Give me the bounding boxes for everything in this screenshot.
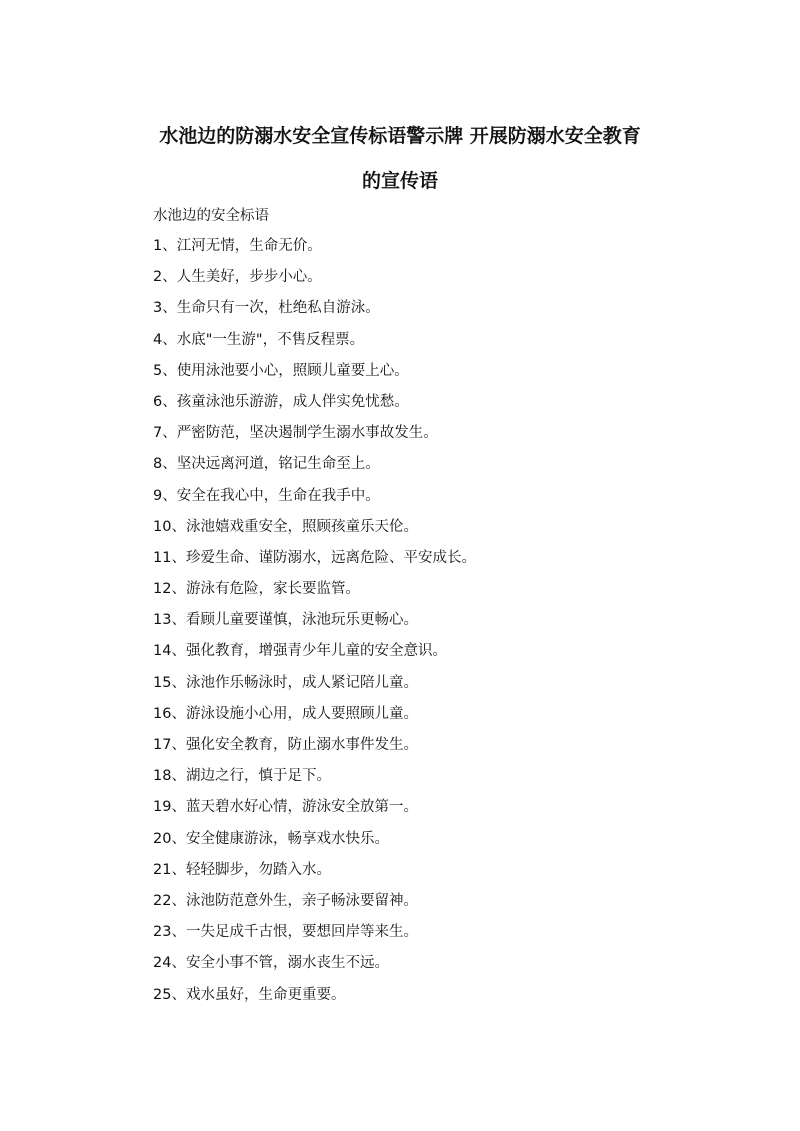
slogan-item: 16、游泳设施小心用，成人要照顾儿童。	[153, 705, 418, 722]
slogan-item: 17、强化安全教育，防止溺水事件发生。	[153, 737, 418, 753]
slogan-item: 1、江河无情，生命无价。	[153, 238, 322, 254]
slogan-item: 23、一失足成千古恨，要想回岸等来生。	[153, 924, 418, 941]
slogan-item: 12、游泳有危险，家长要监管。	[153, 581, 360, 598]
slogan-item: 3、生命只有一次，杜绝私自游泳。	[153, 300, 380, 317]
slogan-item: 25、戏水虽好，生命更重要。	[153, 986, 346, 1003]
slogan-item: 10、泳池嬉戏重安全，照顾孩童乐天伦。	[153, 518, 418, 535]
slogan-item: 6、孩童泳池乐游游，成人伴实免忧愁。	[153, 393, 409, 410]
slogan-item: 20、安全健康游泳，畅享戏水快乐。	[153, 830, 389, 847]
document-title-line-2: 的宣传语	[361, 170, 438, 192]
slogan-item: 14、强化教育，增强青少年儿童的安全意识。	[153, 643, 447, 660]
slogan-item: 24、安全小事不管，溺水丧生不远。	[153, 955, 389, 972]
slogan-item: 4、水底"一生游"，不售反程票。	[153, 331, 365, 348]
section-heading: 水池边的安全标语	[153, 208, 269, 224]
slogan-item: 18、湖边之行，慎于足下。	[153, 768, 331, 785]
slogan-item: 19、蓝天碧水好心情，游泳安全放第一。	[153, 799, 418, 816]
document-title-line-1: 水池边的防溺水安全宣传标语警示牌 开展防溺水安全教育	[159, 125, 641, 147]
slogan-list	[153, 236, 476, 1016]
slogan-item: 15、泳池作乐畅泳时，成人紧记陪儿童。	[153, 674, 418, 691]
slogan-item: 2、人生美好，步步小心。	[153, 269, 322, 286]
slogan-item: 22、泳池防范意外生，亲子畅泳要留神。	[153, 892, 418, 909]
slogan-item: 9、安全在我心中，生命在我手中。	[153, 487, 380, 504]
slogan-item: 11、珍爱生命、谨防溺水，远离危险、平安成长。	[153, 549, 476, 566]
slogan-item: 21、轻轻脚步，勿踏入水。	[153, 861, 331, 878]
slogan-item: 5、使用泳池要小心，照顾儿童要上心。	[153, 362, 409, 379]
slogan-item: 13、看顾儿童要谨慎，泳池玩乐更畅心。	[153, 612, 418, 629]
slogan-item: 7、严密防范，坚决遏制学生溺水事故发生。	[153, 425, 438, 442]
slogan-item: 8、坚决远离河道，铭记生命至上。	[153, 456, 380, 473]
